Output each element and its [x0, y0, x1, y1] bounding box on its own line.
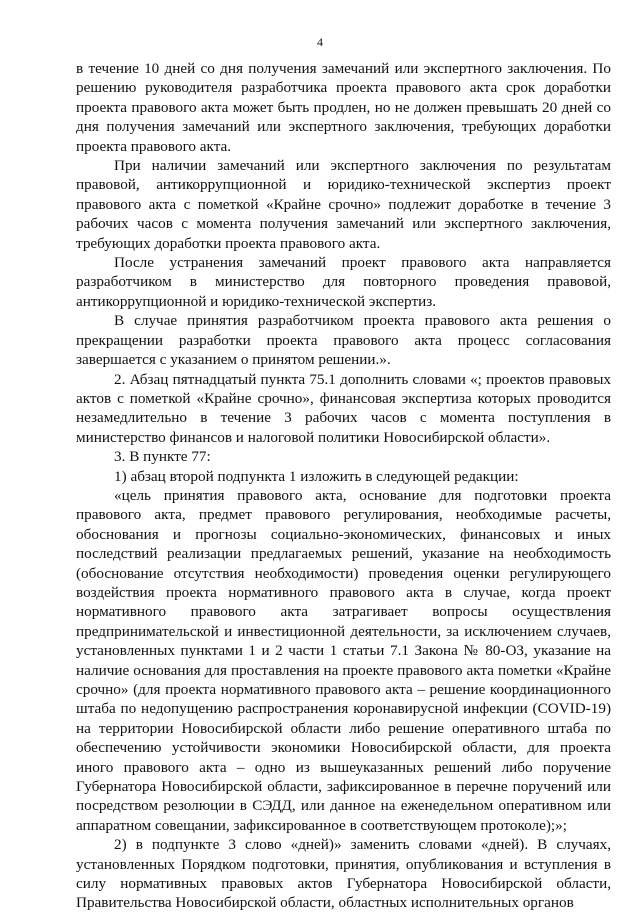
paragraph: 3. В пункте 77: [114, 448, 211, 466]
paragraph: 2) в подпункте 3 слово «дней)» заменить словами «дней). В случаях, установленных Порядком подготовки, принятия, опубликования и вступления в силу нормативных правовых актов Губернатора Новосибирской области, Правительства Новосибирской области, областных исполнительных органов [76, 836, 611, 912]
paragraph: 1) абзац второй подпункта 1 изложить в следующей редакции: [114, 467, 519, 485]
paragraph: 2. Абзац пятнадцатый пункта 75.1 дополнить словами «; проектов правовых актов с пометкой «Крайне срочно», финансовая экспертиза которых проводится незамедлительно в течение 3 рабочих часов с момента поступления в министерство финансов и налоговой политики Новосибирской области». [76, 370, 611, 446]
document-body [76, 59, 611, 913]
paragraph: При наличии замечаний или экспертного заключения по результатам правовой, антикоррупционной и юридико-технической экспертиз проект правового акта с пометкой «Крайне срочно» подлежит доработке в течение 3 рабочих часов с момента получения замечаний или экспертного заключения, требующих доработки проекта правового акта. [76, 157, 611, 252]
paragraph: в течение 10 дней со дня получения замечаний или экспертного заключения. По решению руководителя разработчика проекта правового акта срок доработки проекта правового акта может быть продлен, но не должен превышать 20 дней со дня получения замечаний или экспертного заключения, требующих доработки проекта правового акта. [76, 60, 611, 155]
paragraph: В случае принятия разработчиком проекта правового акта решения о прекращении разработки проекта правового акта процесс согласования завершается с указанием о принятом решении.». [76, 312, 611, 369]
paragraph: «цель принятия правового акта, основание для подготовки проекта правового акта, предмет правового регулирования, необходимые расчеты, обоснования и прогнозы социально-экономических, финансовых и иных последствий реализации предлагаемых решений, указание на необходимость (обоснование отсутствия необходимости) проведения оценки регулирующего воздействия проекта нормативного правового акта в случае, когда проект нормативного правового акта затрагивает вопросы осуществления предпринимательской и инвестиционной деятельности, за исключением случаев, установленных пунктами 1 и 2 части 1 статьи 7.1 Закона № 80-ОЗ, указание на наличие основания для проставления на проекте правового акта пометки «Крайне срочно» (для проекта нормативного правового акта – решение координационного штаба по недопущению распространения коронавирусной инфекции (COVID-19) на территории Новосибирской области либо решение оперативного штаба по обеспечению устойчивости экономики Новосибирской области, для проекта иного правового акта – одно из вышеуказанных решений либо поручение Губернатора Новосибирской области, зафиксированное в перечне поручений или посредством резолюции в СЭДД, или данное на еженедельном оперативном или аппаратном совещании, зафиксированное в соответствующем протоколе);»; [76, 486, 611, 834]
paragraph: После устранения замечаний проект правового акта направляется разработчиком в министерство для повторного проведения правовой, антикоррупционной и юридико-технической экспертиз. [76, 254, 611, 310]
page-number: 4 [317, 35, 323, 49]
